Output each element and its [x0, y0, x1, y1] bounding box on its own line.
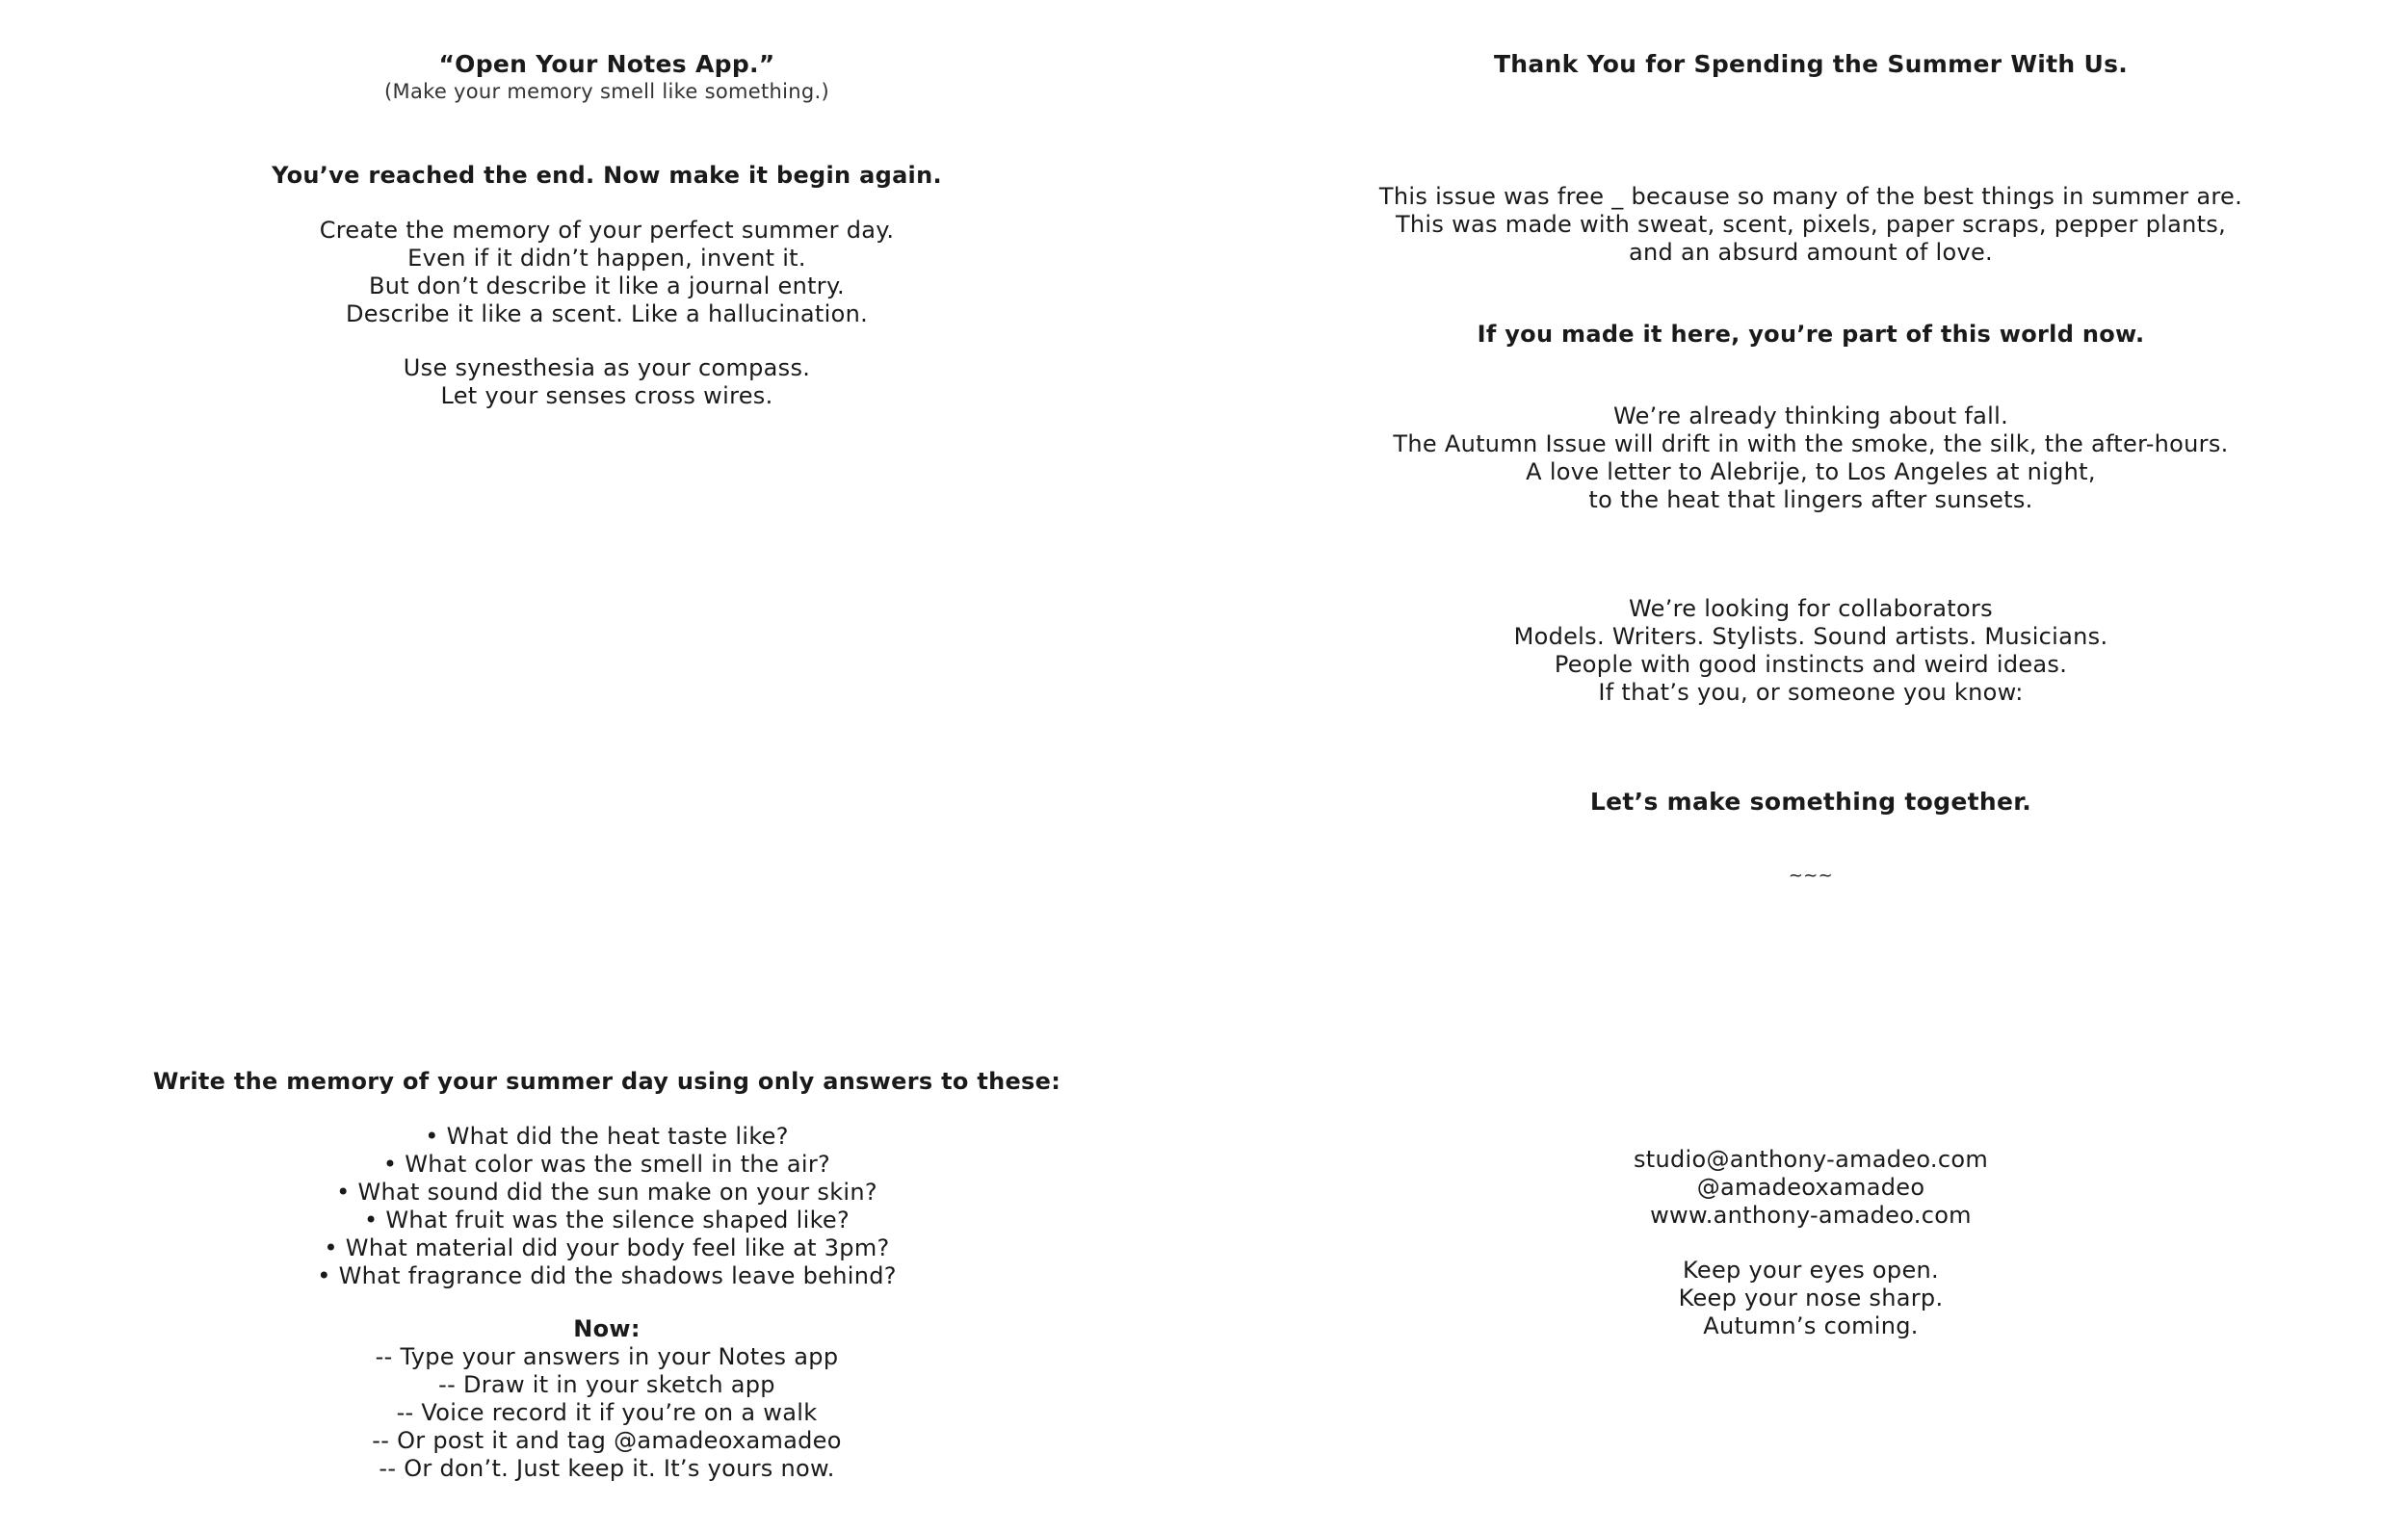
paragraph-line: Create the memory of your perfect summer day.: [319, 217, 895, 244]
list-item: -- Voice record it if you’re on a walk: [396, 1399, 818, 1426]
list-item: -- Type your answers in your Notes app: [375, 1343, 839, 1370]
contact-handle[interactable]: @amadeoxamadeo: [1696, 1174, 1925, 1201]
contact-website[interactable]: www.anthony-amadeo.com: [1650, 1202, 1972, 1229]
paragraph-line: If that’s you, or someone you know:: [1598, 679, 2024, 706]
thanks-heading: Thank You for Spending the Summer With Us.: [1493, 50, 2129, 78]
paragraph-line: Let your senses cross wires.: [440, 382, 773, 409]
list-item: • What did the heat taste like?: [425, 1123, 789, 1150]
list-item: • What fragrance did the shadows leave behind?: [317, 1262, 897, 1289]
write-heading: Write the memory of your summer day using only answers to these:: [152, 1068, 1061, 1095]
prompt-subtitle: (Make your memory smell like something.): [384, 80, 829, 103]
list-item: -- Or post it and tag @amadeoxamadeo: [372, 1427, 842, 1454]
paragraph-line: and an absurd amount of love.: [1629, 239, 1993, 266]
questions-list: [125, 1123, 1088, 1290]
paragraph-line: But don’t describe it like a journal entry.: [369, 273, 845, 299]
paragraph-line: Models. Writers. Stylists. Sound artists. Musicians.: [1513, 623, 2108, 650]
together-heading: Let’s make something together.: [1589, 788, 2032, 816]
thanks-heading-block: [1329, 50, 2292, 78]
paragraph-line: Keep your nose sharp.: [1678, 1285, 1944, 1311]
fall-paragraph: [1329, 402, 2292, 514]
paragraph-line: This issue was free _ because so many of the best things in summer are.: [1378, 183, 2243, 210]
prompt-title: “Open Your Notes App.”: [438, 50, 775, 78]
contact-email[interactable]: studio@anthony-amadeo.com: [1633, 1146, 1989, 1173]
free-paragraph: [1329, 183, 2292, 267]
tilde-divider: [1329, 862, 2292, 890]
paragraph-line: A love letter to Alebrije, to Los Angeles at night,: [1526, 458, 2096, 485]
prompt-header: [125, 50, 1088, 106]
left-page: [125, 0, 1088, 1532]
list-item: • What material did your body feel like at 3pm?: [324, 1234, 890, 1261]
paragraph-line: Use synesthesia as your compass.: [403, 354, 811, 381]
paragraph-line: We’re already thinking about fall.: [1612, 402, 2009, 429]
paragraph-line: This was made with sweat, scent, pixels, paper scraps, pepper plants,: [1395, 211, 2227, 238]
contact-block: [1329, 1146, 2292, 1230]
list-item: • What sound did the sun make on your skin?: [336, 1179, 877, 1206]
paragraph-line: Even if it didn’t happen, invent it.: [407, 245, 806, 272]
create-paragraph: [125, 217, 1088, 328]
collab-paragraph: [1329, 595, 2292, 707]
world-heading-block: [1329, 321, 2292, 349]
right-page: [1329, 0, 2292, 1532]
write-heading-block: [125, 1068, 1088, 1096]
now-section: [125, 1315, 1088, 1483]
list-item: • What fruit was the silence shaped like?: [363, 1207, 851, 1233]
paragraph-line: Autumn’s coming.: [1703, 1312, 1919, 1339]
now-label: Now:: [573, 1315, 641, 1342]
end-heading: You’ve reached the end. Now make it begin again.: [272, 162, 942, 189]
together-heading-block: [1329, 788, 2292, 816]
paragraph-line: Describe it like a scent. Like a hallucination.: [345, 300, 869, 327]
closing-paragraph: [1329, 1257, 2292, 1340]
end-heading-block: [125, 162, 1088, 190]
paragraph-line: to the heat that lingers after sunsets.: [1588, 486, 2033, 513]
paragraph-line: Keep your eyes open.: [1683, 1257, 1939, 1284]
list-item: -- Draw it in your sketch app: [438, 1371, 775, 1398]
list-item: • What color was the smell in the air?: [382, 1151, 831, 1178]
paragraph-line: People with good instincts and weird ideas.: [1554, 651, 2068, 678]
synesthesia-paragraph: [125, 354, 1088, 410]
world-heading: If you made it here, you’re part of this world now.: [1477, 321, 2145, 348]
paragraph-line: We’re looking for collaborators: [1629, 595, 1993, 622]
paragraph-line: The Autumn Issue will drift in with the smoke, the silk, the after-hours.: [1393, 430, 2229, 457]
divider-tilde: ~~~: [1788, 866, 1834, 886]
list-item: -- Or don’t. Just keep it. It’s yours now.: [379, 1455, 835, 1482]
